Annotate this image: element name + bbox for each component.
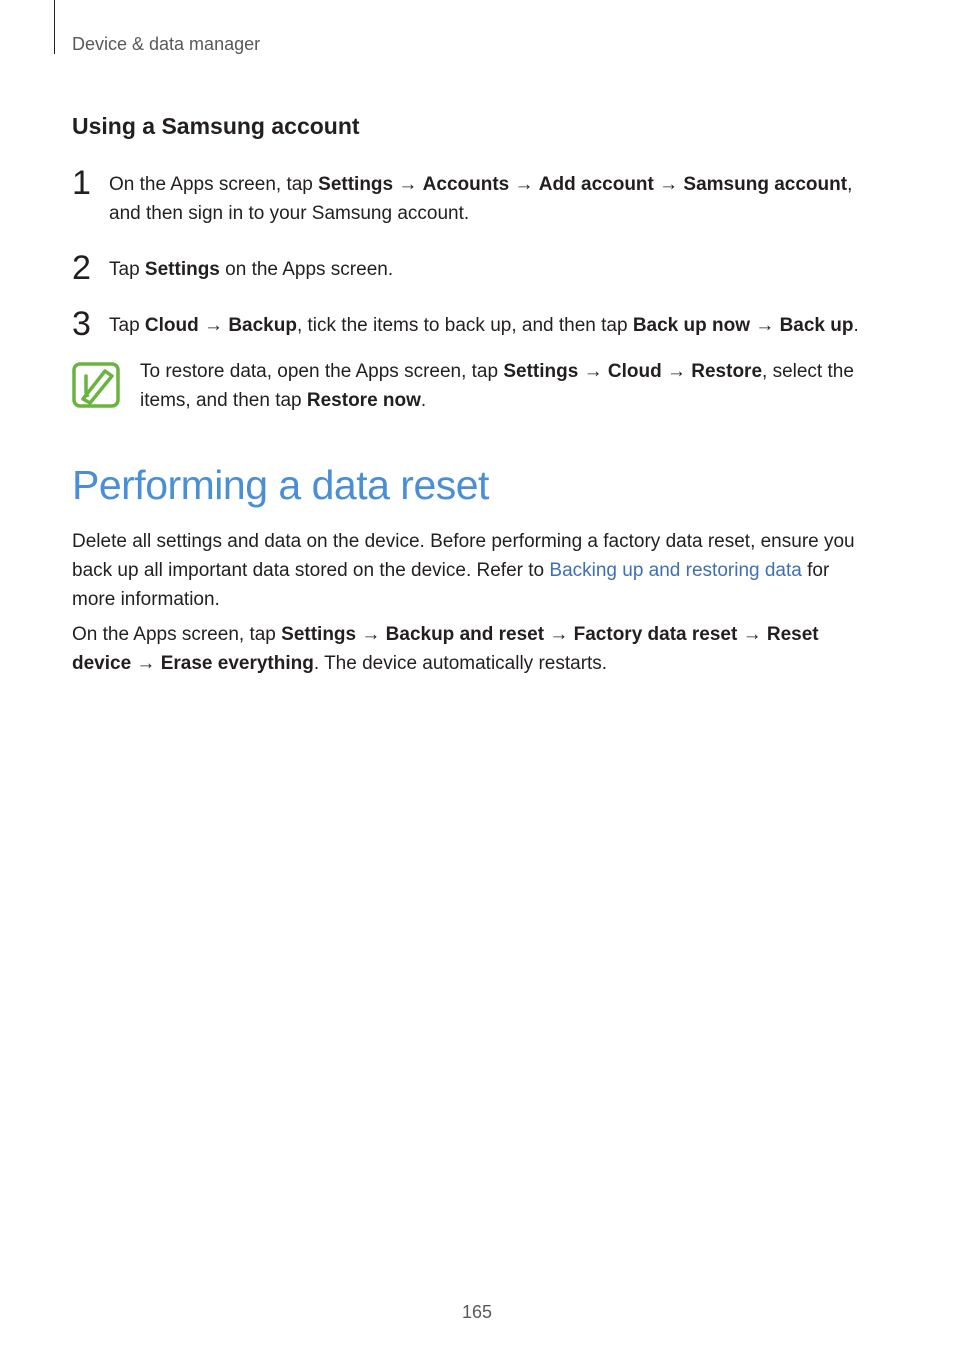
menu-item-reset-device: Reset device	[72, 624, 819, 674]
note-box	[72, 357, 874, 415]
menu-item-settings: Settings	[144, 259, 220, 280]
menu-item-cloud: Cloud	[607, 361, 662, 382]
margin-rule	[54, 0, 55, 54]
menu-item-backup-and-reset: Backup and reset	[385, 624, 545, 645]
step-3	[72, 305, 874, 343]
menu-item-samsung-account: Samsung account	[683, 174, 848, 195]
link-backing-up-and-restoring-data[interactable]: Backing up and restoring data	[549, 560, 802, 581]
step-text: Tap Settings on the Apps screen.	[109, 259, 394, 280]
note-pencil-icon	[72, 362, 120, 408]
running-header: Device & data manager	[72, 34, 261, 54]
menu-item-restore-now: Restore now	[306, 390, 421, 411]
step-text: Tap Cloud → Backup, tick the items to back up, and then tap Back up now → Back up.	[109, 315, 859, 336]
step-1	[72, 164, 874, 228]
menu-item-settings: Settings	[318, 174, 394, 195]
step-number: 2	[72, 249, 91, 287]
menu-item-cloud: Cloud	[144, 315, 199, 336]
page-number: 165	[461, 1302, 493, 1322]
menu-item-accounts: Accounts	[422, 174, 510, 195]
menu-item-backup: Backup	[228, 315, 297, 336]
menu-item-back-up: Back up	[779, 315, 854, 336]
menu-item-add-account: Add account	[538, 174, 654, 195]
menu-item-back-up-now: Back up now	[632, 315, 750, 336]
step-number: 3	[72, 305, 91, 343]
intro-paragraph: Delete all settings and data on the device. Before performing a factory data reset, ensure you back up all important data stored on the device. Refer to Backing up and restoring data for more information.	[72, 531, 855, 610]
step-number: 1	[72, 164, 91, 202]
instruction-paragraph: On the Apps screen, tap Settings → Backup and reset → Factory data reset → Reset device → Erase everything. The device automatically restarts.	[72, 624, 819, 674]
step-text: On the Apps screen, tap Settings → Accounts → Add account → Samsung account, and then sign in to your Samsung account.	[109, 174, 853, 224]
page-title: Performing a data reset	[72, 462, 489, 508]
menu-item-erase-everything: Erase everything	[160, 653, 314, 674]
note-text: To restore data, open the Apps screen, tap Settings → Cloud → Restore, select the items, and then tap Restore now.	[140, 361, 854, 411]
menu-item-restore: Restore	[691, 361, 763, 382]
menu-item-settings: Settings	[503, 361, 579, 382]
menu-item-settings: Settings	[281, 624, 357, 645]
menu-item-factory-data-reset: Factory data reset	[573, 624, 738, 645]
step-2	[72, 249, 874, 287]
section-heading: Using a Samsung account	[72, 113, 360, 139]
